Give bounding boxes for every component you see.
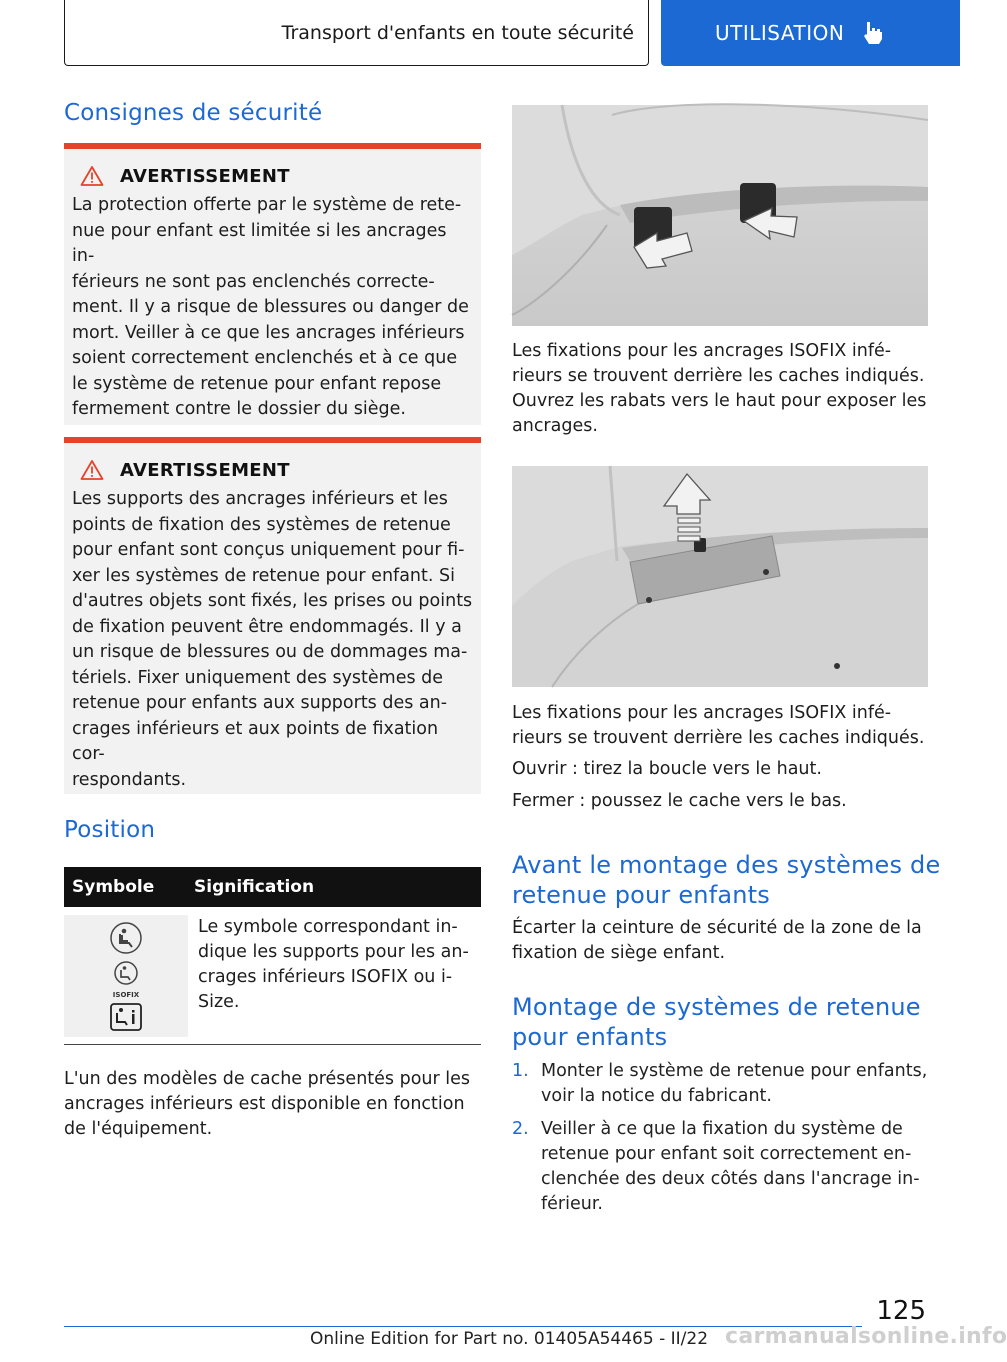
photo1-caption: Les fixations pour les ancrages ISOFIX infé- rieurs se trouvent derrière les caches indiqués. Ouvrez les rabats vers le haut pour exposer les ancrages. [512, 341, 927, 436]
table-row [64, 907, 481, 1037]
step-number: 1. [512, 1061, 529, 1081]
cover-note: L'un des modèles de cache présentés pour les ancrages inférieurs est disponible en fonction de l'équipement. [64, 1069, 471, 1139]
warning-box-2 [64, 437, 481, 794]
warning-box-1 [64, 143, 481, 425]
watermark-text: carmanualsonline.info [725, 1324, 1007, 1349]
page-number: 125 [876, 1296, 926, 1326]
table-header [64, 867, 481, 907]
symbol-description: Le symbole correspondant in- dique les supports pour les an- crages inférieurs ISOFIX ou i- Size. [198, 917, 469, 1012]
warning-text: La protection offerte par le système de rete- nue pour enfant est limitée si les ancrages in- férieurs ne sont pas enclenchés correcte- ment. Il y a risque de blessures ou danger de mort. Veiller à ce que les ancrages inférieurs soient correctement enclenchés et à ce que le système de retenue pour enfant repose fermement contre le dossier du siège. [72, 195, 469, 419]
before-mounting-text: Écarter la ceinture de sécurité de la zone de la fixation de siège enfant. [512, 918, 922, 963]
heading-mounting: Montage de systèmes de retenue pour enfants [512, 993, 921, 1051]
symbol-table [64, 867, 481, 1037]
heading-position: Position [64, 817, 156, 843]
hand-pointer-icon [860, 20, 886, 46]
warning-title: AVERTISSEMENT [120, 165, 290, 187]
table-bottom-rule [64, 1044, 481, 1045]
list-item [512, 1059, 932, 1109]
step-text: Monter le système de retenue pour enfants, voir la notice du fabricant. [541, 1061, 928, 1106]
warning-title: AVERTISSEMENT [120, 459, 290, 481]
chapter-title: Transport d'enfants en toute sécurité [281, 21, 634, 44]
header-chapter-tab [64, 0, 649, 66]
child-seat-symbol-icon [109, 921, 143, 955]
photo-isofix-cover-flap [512, 466, 928, 687]
list-item [512, 1117, 932, 1217]
photo-isofix-covers [512, 105, 928, 326]
open-instruction: Ouvrir : tirez la boucle vers le haut. [512, 759, 822, 779]
photo2-caption: Les fixations pour les ancrages ISOFIX infé- rieurs se trouvent derrière les caches indiqués. [512, 703, 925, 748]
mounting-steps [512, 1059, 932, 1225]
warning-triangle-icon [80, 459, 104, 481]
col-signification: Signification [194, 877, 315, 897]
warning-triangle-icon [80, 165, 104, 187]
step-text: Veiller à ce que la fixation du système de retenue pour enfant soit correctement en- clenchée des deux côtés dans l'ancrage in- férieur. [541, 1119, 920, 1214]
close-instruction: Fermer : poussez le cache vers le bas. [512, 791, 847, 811]
section-title: UTILISATION [715, 21, 845, 45]
step-number: 2. [512, 1119, 529, 1139]
isofix-label: ISOFIX [112, 990, 140, 999]
heading-before-mounting: Avant le montage des systèmes de retenue pour enfants [512, 851, 941, 909]
col-symbole: Symbole [72, 877, 155, 897]
isofix-symbol-icon [109, 959, 143, 993]
heading-safety: Consignes de sécurité [64, 100, 323, 126]
footer-edition: Online Edition for Part no. 01405A54465 - II/22 [310, 1329, 709, 1349]
warning-text: Les supports des ancrages inférieurs et les points de fixation des systèmes de retenue pour enfant sont conçus uniquement pour fi- xer les systèmes de retenue pour enfant. Si d'autres objets sont fixés, les prises ou points de fixation peuvent être endommagés. Il y a un risque de blessures ou de dommages ma- tériels. Fixer uniquement des systèmes de retenue pour enfants aux supports des an- crages inférieurs et aux points de fixation cor- respondants. [72, 489, 473, 790]
i-size-symbol-icon [109, 1002, 143, 1032]
header-section-tab [661, 0, 960, 66]
symbol-cell [64, 915, 188, 1037]
